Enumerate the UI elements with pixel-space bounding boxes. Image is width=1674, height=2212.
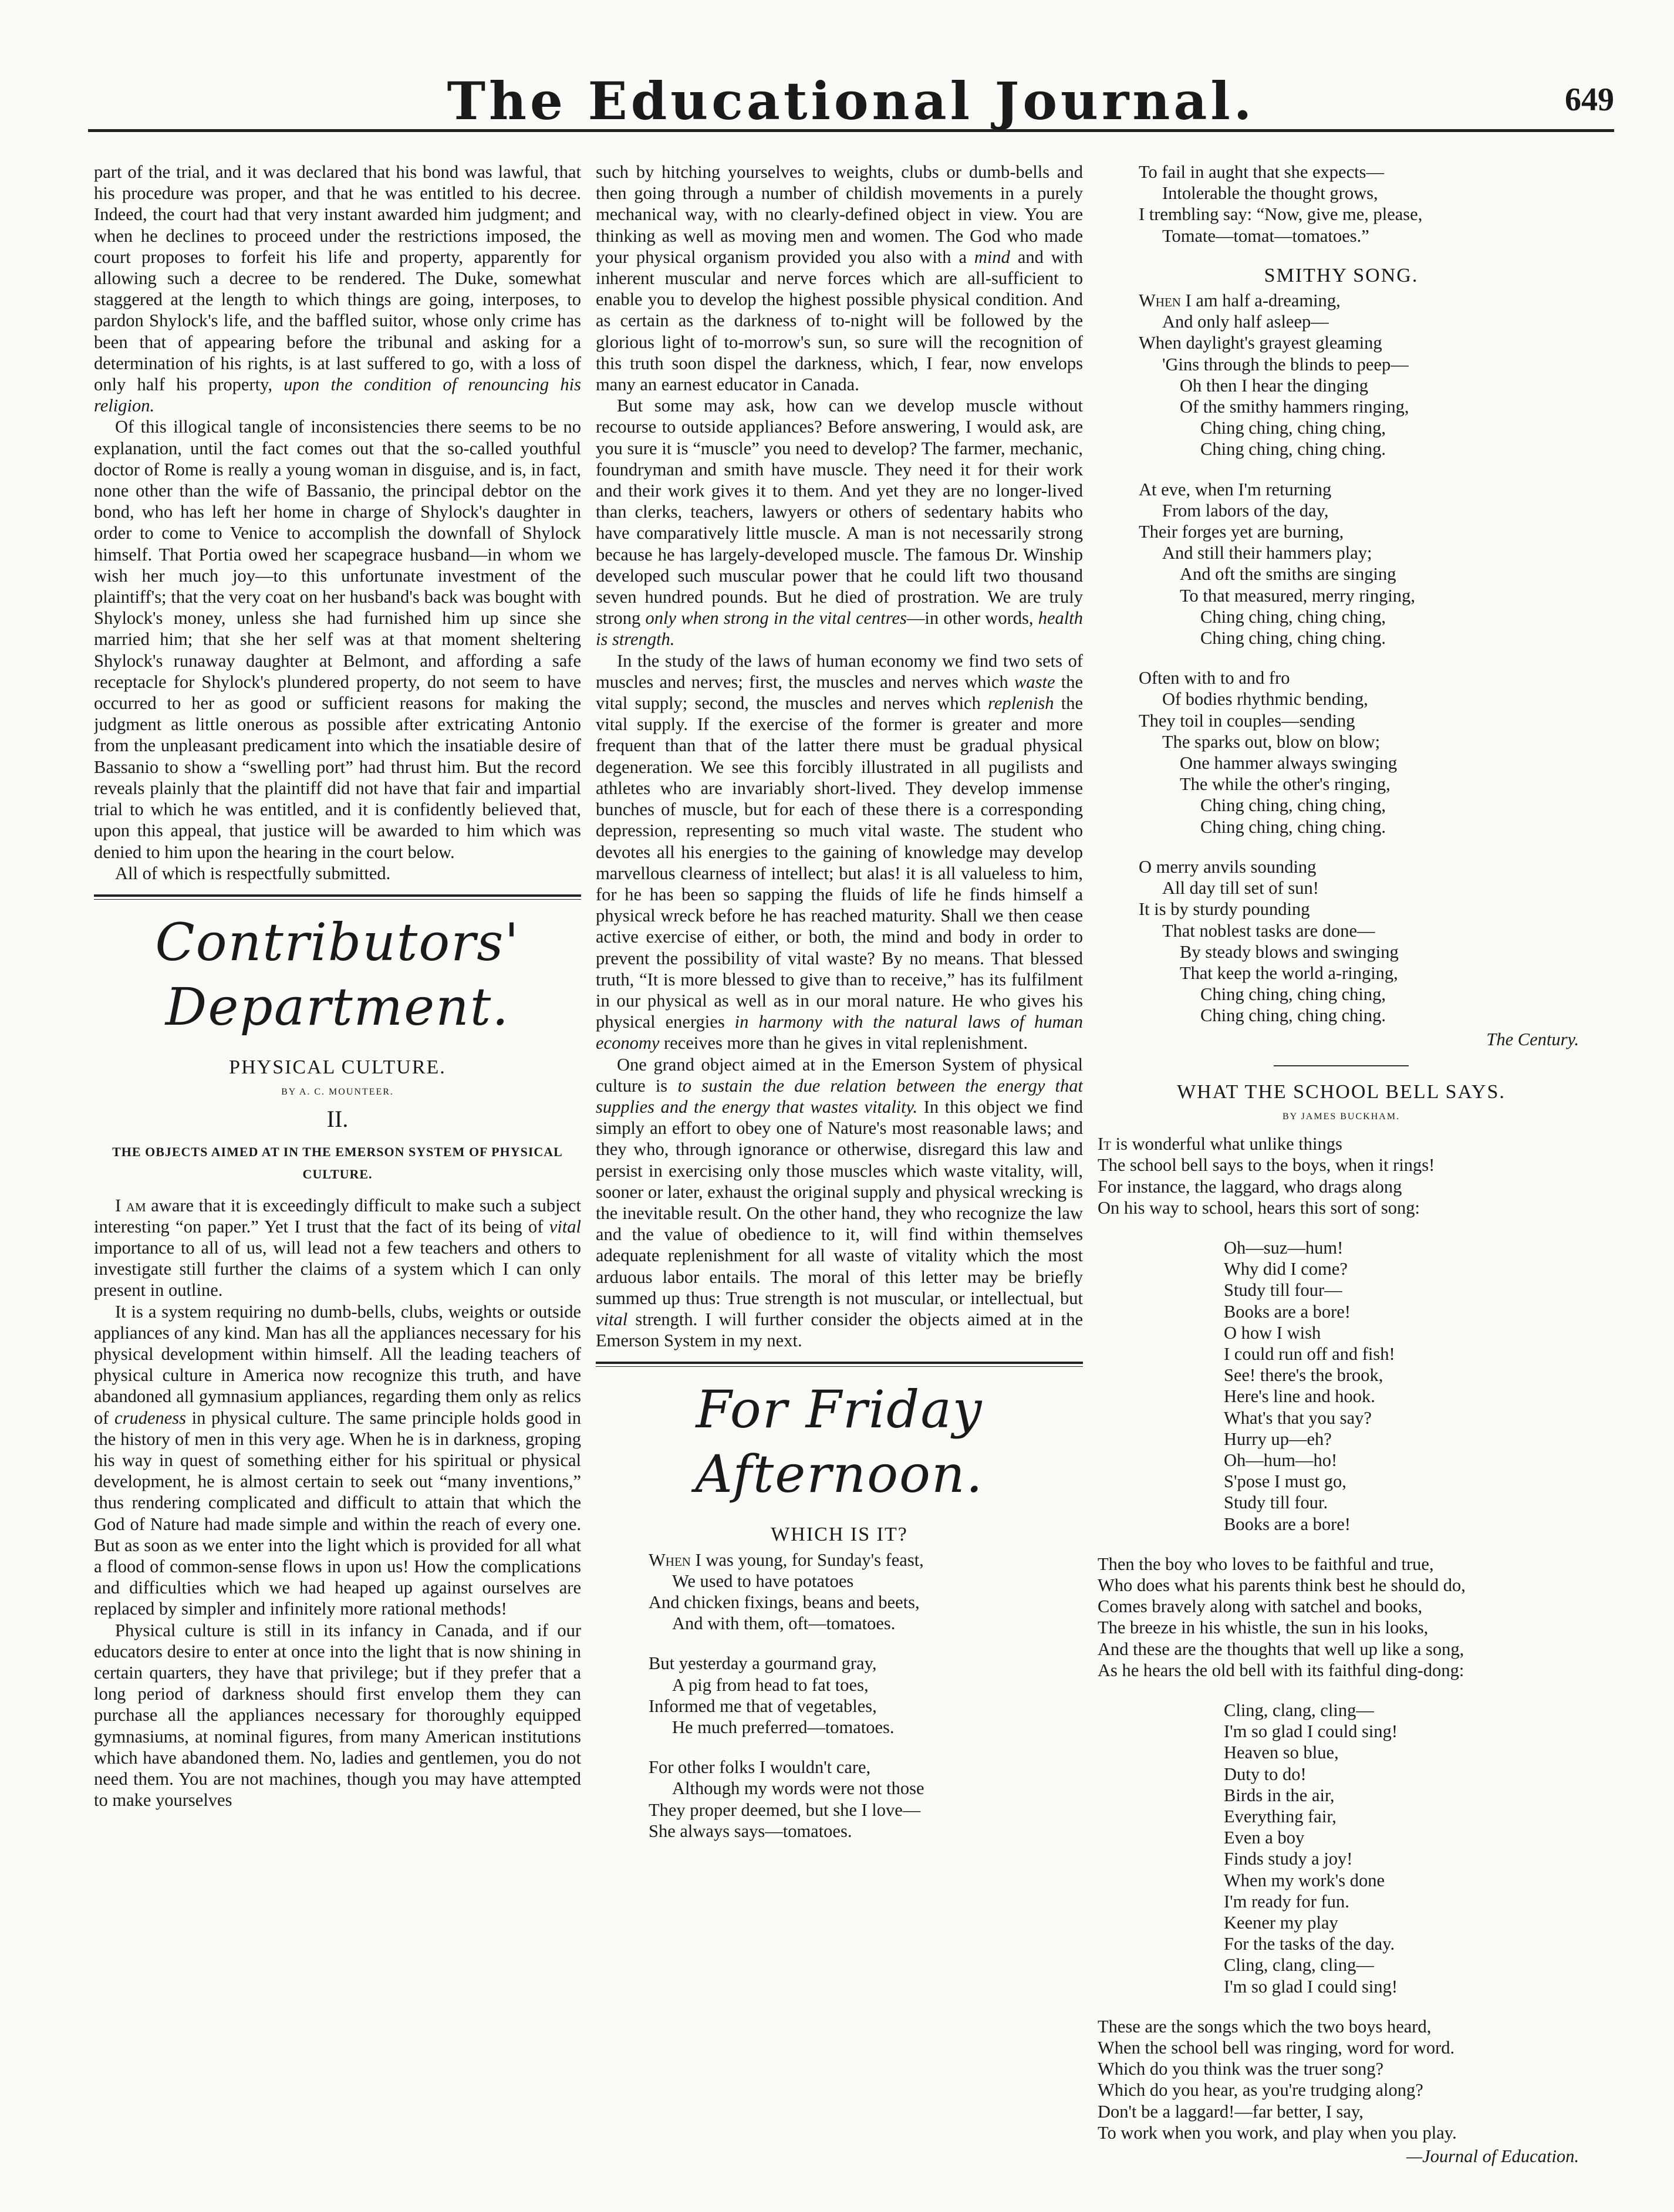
- lead-word: I am: [115, 1195, 146, 1215]
- verse-line: She always says—tomatoes.: [649, 1821, 852, 1841]
- poem-title: WHAT THE SCHOOL BELL SAYS.: [1177, 1080, 1506, 1103]
- text: in physical culture. The same principle holds good in the history of men in this very age. When he is in darkness, groping his way in quest of something either for his spiritual or physical development, he is almost certain to seek out “many inventions,” thus rendering complicated and difficult to attain that which the God of Nature had made simple and within the reach of every one. But as soon as we enter into the light which is provided for all what a flood of common-sense flows in upon us! How the complications and difficulties which we had heaped up against ourselves are replaced by simpler and infinitely more rational methods!: [94, 1407, 581, 1619]
- verse-line: I'm ready for fun.: [1224, 1891, 1349, 1912]
- verse-line: Ching ching, ching ching.: [1200, 628, 1386, 649]
- verse-line: I could run off and fish!: [1224, 1343, 1395, 1364]
- paragraph: [94, 161, 581, 416]
- stanza: [1098, 2016, 1585, 2143]
- verse-line: And these are the thoughts that well up like a song,: [1098, 1639, 1464, 1659]
- verse-line: Keener my play: [1224, 1913, 1338, 1933]
- stanza: [1098, 1554, 1585, 1681]
- verse-line: To work when you work, and play when you play.: [1098, 2122, 1457, 2143]
- paragraph: [94, 1195, 581, 1301]
- poem-title: SMITHY SONG.: [1264, 264, 1419, 286]
- verse-line: Oh—suz—hum!: [1224, 1237, 1344, 1258]
- stanza: [1139, 479, 1585, 649]
- poem-credit: The Century.: [1486, 1029, 1579, 1049]
- verse-line: Who does what his parents think best he should do,: [1098, 1575, 1466, 1595]
- verse-line: Here's line and hook.: [1224, 1386, 1375, 1407]
- stanza: [1139, 161, 1585, 246]
- text: and with inherent muscular and nerve forces which are all-sufficient to enable you to develop the highest possible physical condition. And as certain as the darkness of to-night will be followed by the glorious light of to-morrow's sun, so sure will the recognition of this truth soon dispel the darkness, which, I fear, now envelops many an earnest educator in Canada.: [596, 246, 1083, 395]
- column-2: [596, 161, 1083, 2169]
- verse-line: Oh then I hear the dinging: [1180, 375, 1369, 396]
- paragraph: [596, 1054, 1083, 1352]
- verse-line: Finds study a joy!: [1224, 1849, 1353, 1869]
- verse-line: Hurry up—eh?: [1224, 1428, 1332, 1449]
- verse-line: Tomate—tomat—tomatoes.”: [1162, 225, 1369, 246]
- poem-school-bell: [1098, 1133, 1585, 2143]
- poem-byline: BY JAMES BUCKHAM.: [1282, 1111, 1400, 1122]
- text: strength. I will further consider the objects aimed at in the Emerson System in my next.: [596, 1309, 1083, 1351]
- verse-line: Ching ching, ching ching,: [1200, 795, 1386, 816]
- verse-line: O how I wish: [1224, 1322, 1321, 1343]
- verse-line: Of bodies rhythmic bending,: [1162, 689, 1368, 710]
- stanza: [649, 1549, 1083, 1634]
- italic-text: health is strength.: [596, 608, 1083, 650]
- article-title: PHYSICAL CULTURE.: [229, 1056, 446, 1078]
- italic-text: crudeness: [114, 1407, 187, 1428]
- department-heading: Contributors' Department.: [155, 911, 520, 1037]
- text: —in other words,: [906, 608, 1034, 629]
- verse-line: To that measured, merry ringing,: [1180, 585, 1416, 606]
- column-3: [1098, 161, 1585, 2169]
- text: receives more than he gives in vital replenishment.: [664, 1033, 1028, 1053]
- verse-line: Ching ching, ching ching.: [1200, 439, 1386, 460]
- double-rule: [596, 1362, 1083, 1367]
- paragraph: Physical culture is still in its infancy in Canada, and if our educators desire to enter at once into the light that is now shining in certain quarters, they have that privilege; but if they prefer that a long period of darkness should first envelop them they can purchase all the appliances necessary for thoroughly equipped gymnasiums, at nominal figures, from many American institutions which have abandoned them. No, ladies and gentlemen, you do not need them. You are not machines, though you may have attempted to make yourselves: [94, 1620, 581, 1811]
- verse-line: He much preferred—tomatoes.: [672, 1717, 895, 1737]
- department-heading: For Friday Afternoon.: [695, 1379, 984, 1505]
- verse-line: And chicken fixings, beans and beets,: [649, 1592, 920, 1612]
- column-1: [94, 161, 581, 2169]
- paragraph: Of this illogical tangle of inconsistencies there seems to be no explanation, until the fact comes out that the so-called youthful doctor of Rome is really a young woman in disguise, and is, in fact, none other than the wife of Bassanio, the principal debtor on the bond, who has left her home in charge of Shylock's daughter in order to come to Venice to accomplish the downfall of Shylock himself. That Portia owed her scapegrace husband—in whom we wish her much joy—to this unfortunate investment of the plaintiff's; that the very coat on her husband's back was bought with Shylock's money, unless she had furnished him up since she married him; that she her self was at that moment sheltering Shylock's runaway daughter at Belmont, and affording a safe receptacle for Shylock's plundered property, do not seem to have occurred to her as good or sufficient reasons for making the judgment as little onerous as possible after extricating Antonio from the unpleasant predicament into which the insatiable desire of Bassanio to show a “swelling port” had thrust him. But the record reveals plainly that the plaintiff did not have that fair and impartial trial to which he was entitled, and it is confidently believed that, upon this appeal, that justice will be awarded to him which was denied to him upon the hearing in the court below.: [94, 417, 581, 862]
- verse-line: When daylight's grayest gleaming: [1139, 333, 1382, 353]
- verse-line: For the tasks of the day.: [1224, 1934, 1395, 1954]
- italic-text: to sustain the due relation between the energy that supplies and the energy that wastes vitality.: [596, 1075, 1083, 1117]
- verse-line: I trembling say: “Now, give me, please,: [1139, 204, 1423, 225]
- verse-line: Ching ching, ching ching,: [1200, 418, 1386, 438]
- verse-line: Study till four.: [1224, 1492, 1328, 1513]
- text: aware that it is exceedingly difficult to make such a subject interesting “on paper.” Yet I trust that the fact of its being of: [94, 1195, 581, 1237]
- verse-line: A pig from head to fat toes,: [672, 1674, 869, 1695]
- stanza: [1139, 667, 1585, 837]
- text: In the study of the laws of human economy we find two sets of muscles and nerves; first, the muscles and nerves which: [596, 650, 1083, 692]
- verse-line: To fail in aught that she expects—: [1139, 162, 1384, 182]
- verse-line: O merry anvils sounding: [1139, 856, 1317, 877]
- stanza: [1098, 1133, 1585, 1218]
- verse-line: By steady blows and swinging: [1180, 941, 1399, 962]
- verse-line: Study till four—: [1224, 1280, 1342, 1301]
- verse-line: When I am half a-dreaming,: [1139, 291, 1341, 311]
- text: such by hitching yourselves to weights, clubs or dumb-bells and then going through a number of childish movements in a purely mechanical way, with no clearly-defined object in view. You are thinking as well as moving men and women. The God who made your physical organism provided you also with a: [596, 162, 1083, 267]
- text: But some may ask, how can we develop muscle without recourse to outside appliances? Before answering, I would ask, are you sure it is “muscle” you need to develop? The farmer, mechanic, foundryman and smith have muscle. They need it for their work and their work gives it to them. And yet they are no longer-lived than clerks, teachers, lawyers or others of sedentary habits who have comparatively little muscle. A man is not necessarily strong because he has largely-developed muscle. The famous Dr. Winship developed such muscular power that he could lift two thousand seven hundred pounds. But he died of prostration. We are truly strong: [596, 396, 1083, 629]
- verse-line: The school bell says to the boys, when it rings!: [1098, 1155, 1435, 1176]
- italic-text: vital: [596, 1309, 628, 1329]
- poem-which-is-it: [596, 1549, 1083, 1842]
- verse-line: What's that you say?: [1224, 1407, 1372, 1428]
- verse-line: Although my words were not those: [672, 1778, 924, 1799]
- verse-line: Intolerable the thought grows,: [1162, 183, 1378, 204]
- verse-line: Of the smithy hammers ringing,: [1180, 397, 1409, 417]
- verse-line: We used to have potatoes: [672, 1571, 854, 1591]
- verse-line: For other folks I wouldn't care,: [649, 1757, 871, 1778]
- text: It is a system requiring no dumb-bells, clubs, weights or outside appliances of any kind. Man has all the appliances necessary for his physical development within himself. All the leading teachers of physical culture in America now recognize this truth, and have abandoned all gymnasium appliances, regarding them only as relics of: [94, 1301, 581, 1428]
- verse-line: Ching ching, ching ching.: [1200, 1005, 1386, 1026]
- verse-line: See! there's the brook,: [1224, 1365, 1383, 1386]
- verse-line: One hammer always swinging: [1180, 753, 1398, 774]
- verse-line: Ching ching, ching ching,: [1200, 606, 1386, 627]
- verse-line: The breeze in his whistle, the sun in his looks,: [1098, 1617, 1429, 1638]
- stanza: [1098, 1700, 1585, 1997]
- verse-line: 'Gins through the blinds to peep—: [1162, 354, 1409, 374]
- verse-line: These are the songs which the two boys heard,: [1098, 2016, 1432, 2037]
- verse-line: I'm so glad I could sing!: [1224, 1976, 1398, 1997]
- article-byline: BY A. C. MOUNTEER.: [281, 1087, 394, 1097]
- verse-line: Informed me that of vegetables,: [649, 1696, 877, 1716]
- double-rule: [94, 894, 581, 900]
- poem-title: WHICH IS IT?: [771, 1524, 908, 1546]
- verse-line: From labors of the day,: [1162, 500, 1329, 521]
- stanza: [1098, 1237, 1585, 1535]
- italic-text: mind: [974, 246, 1010, 267]
- verse-line: Duty to do!: [1224, 1764, 1307, 1784]
- verse-line: It is wonderful what unlike things: [1098, 1134, 1342, 1154]
- poem-continuation: [1098, 161, 1585, 246]
- verse-line: Even a boy: [1224, 1828, 1305, 1848]
- verse-line: That keep the world a-ringing,: [1180, 963, 1398, 983]
- italic-text: in harmony with the natural laws of human economy: [596, 1012, 1083, 1053]
- text: In this object we find simply an effort to obey one of Nature's most reasonable laws; and they who, through ignorance or otherwise, disregard this law and persist in exercising only those muscles which waste vitality, will, sooner or later, exhaust the original supply and physical wrecking is the inevitable result. On the other hand, they who recognize the law and the value of obedience to it, will find within themselves adequate replenishment for all waste of vitality which the most arduous labor entails. The moral of this letter may be briefly summed up thus: True strength is not muscular, or intellectual, but: [596, 1096, 1083, 1308]
- verse-line: Ching ching, ching ching,: [1200, 984, 1386, 1005]
- verse-line: When my work's done: [1224, 1870, 1385, 1890]
- paragraph: [596, 395, 1083, 650]
- verse-line: Then the boy who loves to be faithful and true,: [1098, 1554, 1434, 1574]
- paragraph: [94, 1301, 581, 1620]
- verse-line: The while the other's ringing,: [1180, 774, 1391, 795]
- verse-line: As he hears the old bell with its faithful ding-dong:: [1098, 1660, 1464, 1680]
- article-subtitle: THE OBJECTS AIMED AT IN THE EMERSON SYSTEM OF PHYSICAL CULTURE.: [112, 1144, 563, 1181]
- lead-word: When: [649, 1549, 696, 1570]
- verse-line: That noblest tasks are done—: [1162, 920, 1375, 941]
- italic-text: replenish: [988, 693, 1054, 714]
- paragraph: [596, 650, 1083, 1054]
- divider: [1274, 1065, 1409, 1066]
- italic-text: only when strong in the vital centres: [645, 608, 907, 629]
- verse-line: Cling, clang, cling—: [1224, 1955, 1374, 1975]
- stanza: [1139, 856, 1585, 1026]
- stanza: [649, 1653, 1083, 1738]
- text: part of the trial, and it was declared that his bond was lawful, that his procedure was proper, and that he was entitled to his decree. Indeed, the court had that very instant awarded him judgment; and when he declines to proceed under the restrictions imposed, the court proposes to forfeit his life and property, apparently for allowing such a decree to be rendered. The Duke, somewhat staggered at the length to which things are going, interposes, to pardon Shylock's life, and the baffled suitor, whose only crime has been that of appearing before the tribunal and asking for a determination of his rights, is at last suffered to go, with a loss of only half his property,: [94, 162, 581, 395]
- verse-line: Books are a bore!: [1224, 1514, 1351, 1534]
- verse-line: Often with to and fro: [1139, 668, 1290, 688]
- verse-line: Birds in the air,: [1224, 1785, 1335, 1805]
- verse-line: Heaven so blue,: [1224, 1742, 1339, 1763]
- verse-line: The sparks out, blow on blow;: [1162, 731, 1381, 752]
- verse-line: All day till set of sun!: [1162, 878, 1319, 899]
- article-number: II.: [326, 1106, 349, 1133]
- paragraph: All of which is respectfully submitted.: [115, 863, 391, 883]
- lead-word: When: [1139, 291, 1186, 311]
- verse-line: And still their hammers play;: [1162, 543, 1372, 563]
- text: One grand object aimed at in the Emerson System of physical culture is: [596, 1054, 1083, 1096]
- verse-line: When I was young, for Sunday's feast,: [649, 1549, 924, 1570]
- verse-line: When the school bell was ringing, word for word.: [1098, 2038, 1455, 2058]
- verse-line: Oh—hum—ho!: [1224, 1450, 1338, 1470]
- italic-text: waste: [1014, 671, 1055, 692]
- lead-word: It: [1098, 1134, 1116, 1154]
- verse-line: And with them, oft—tomatoes.: [672, 1613, 896, 1634]
- paragraph: [596, 161, 1083, 395]
- verse-line: Which do you think was the truer song?: [1098, 2059, 1384, 2079]
- poem-smithy-song: [1098, 290, 1585, 1026]
- page-number: 649: [1565, 82, 1614, 118]
- verse-line: At eve, when I'm returning: [1139, 479, 1332, 499]
- verse-line: Which do you hear, as you're trudging along?: [1098, 2080, 1423, 2100]
- italic-text: upon the condition of renouncing his religion.: [94, 374, 581, 416]
- verse-line: Why did I come?: [1224, 1259, 1348, 1279]
- text: the vital supply; second, the muscles and nerves which: [596, 671, 1083, 714]
- verse-line: It is by sturdy pounding: [1139, 899, 1310, 920]
- masthead: [88, 70, 1614, 132]
- stanza: [1139, 290, 1585, 460]
- verse-line: And only half asleep—: [1162, 312, 1329, 332]
- stanza: [649, 1757, 1083, 1842]
- verse-line: They toil in couples—sending: [1139, 710, 1355, 731]
- verse-line: Books are a bore!: [1224, 1301, 1351, 1322]
- italic-text: vital: [549, 1216, 581, 1237]
- verse-line: I'm so glad I could sing!: [1224, 1721, 1398, 1742]
- verse-line: Everything fair,: [1224, 1806, 1337, 1827]
- poem-credit: —Journal of Education.: [1406, 2146, 1579, 2167]
- journal-title: The Educational Journal.: [447, 70, 1256, 131]
- verse-line: Ching ching, ching ching.: [1200, 816, 1386, 837]
- text: the vital supply. If the exercise of the former is greater and more frequent than that of the latter there must be gradual physical degeneration. We see this forcibly illustrated in all pugilists and athletes who are invariably short-lived. They develop immense bunches of muscle, but for each of these there is a corresponding depression, representing so much vital waste. The student who devotes all his energies to the gaining of knowledge may develop marvellous clearness of intellect; but alas! it is all valueless to him, for he has been so sapping the fluids of life he finds himself a physical wreck before he has reached maturity. Shall we then cease active exercise of either, or both, the mind and body in order to prevent the possibility of vital waste? By no means. That blessed truth, “It is more blessed to give than to receive,” has its fulfilment in our physical as well as in our moral nature. He who gives his physical energies: [596, 693, 1083, 1032]
- verse-line: Their forges yet are burning,: [1139, 522, 1344, 542]
- verse-line: Cling, clang, cling—: [1224, 1700, 1374, 1720]
- verse-line: And oft the smiths are singing: [1180, 564, 1396, 585]
- text: importance to all of us, will lead not a few teachers and others to investigate still further the claims of a system which I can only present in outline.: [94, 1237, 581, 1301]
- verse-line: On his way to school, hears this sort of song:: [1098, 1197, 1420, 1218]
- verse-line: But yesterday a gourmand gray,: [649, 1653, 877, 1674]
- verse-line: They proper deemed, but she I love—: [649, 1799, 921, 1820]
- verse-line: Don't be a laggard!—far better, I say,: [1098, 2101, 1364, 2122]
- verse-line: Comes bravely along with satchel and books,: [1098, 1596, 1423, 1617]
- verse-line: For instance, the laggard, who drags along: [1098, 1176, 1402, 1197]
- verse-line: S'pose I must go,: [1224, 1471, 1346, 1492]
